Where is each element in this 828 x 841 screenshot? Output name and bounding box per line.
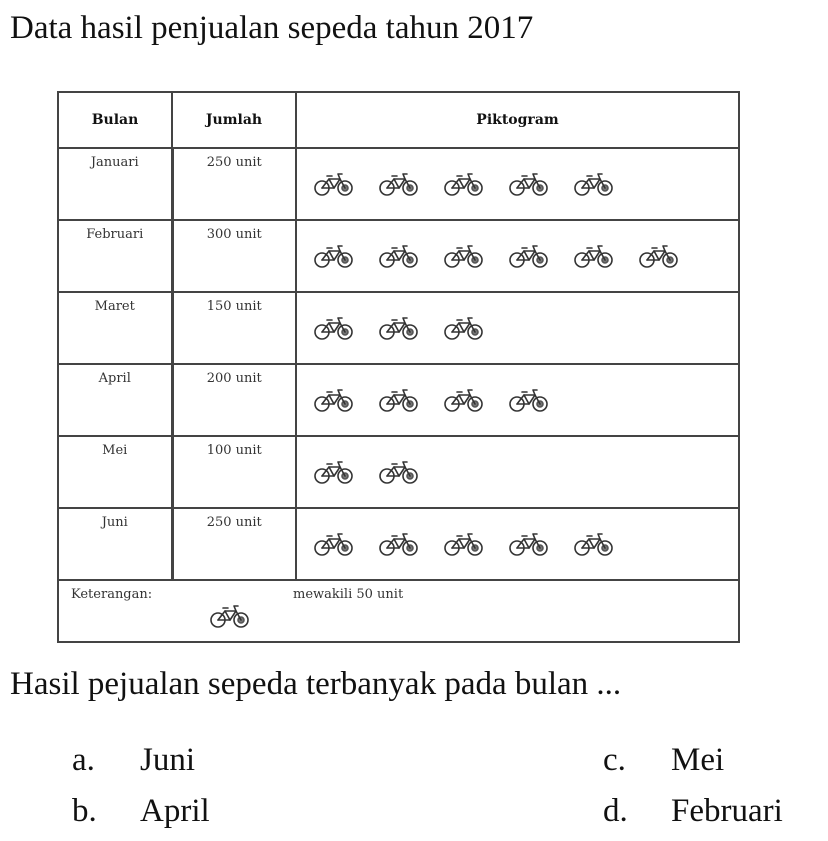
bicycle-icon	[443, 531, 485, 557]
cell-jumlah: 100 unit	[172, 436, 296, 508]
cell-piktogram	[296, 436, 739, 508]
cell-bulan: Maret	[58, 292, 172, 364]
legend-text: mewakili 50 unit	[293, 587, 404, 602]
cell-piktogram	[296, 220, 739, 292]
bicycle-icon	[313, 243, 355, 269]
option-letter: b.	[72, 793, 97, 829]
cell-piktogram	[296, 508, 739, 580]
bicycle-icon	[313, 171, 355, 197]
cell-bulan: Mei	[58, 436, 172, 508]
option-c[interactable]	[603, 738, 724, 782]
cell-piktogram	[296, 364, 739, 436]
bicycle-icon	[443, 387, 485, 413]
bike-icons	[297, 221, 738, 291]
bicycle-icon	[209, 603, 251, 629]
cell-jumlah: 250 unit	[172, 148, 296, 220]
bike-icons	[297, 293, 738, 363]
bicycle-icon	[313, 315, 355, 341]
bike-icons	[297, 149, 738, 219]
cell-bulan: Februari	[58, 220, 172, 292]
bicycle-icon	[378, 459, 420, 485]
option-text: Juni	[140, 742, 196, 778]
header-jumlah: Jumlah	[172, 92, 296, 148]
cell-jumlah: 150 unit	[172, 292, 296, 364]
bike-icons	[297, 437, 738, 507]
pictogram-table	[57, 91, 740, 643]
bicycle-icon	[378, 315, 420, 341]
bicycle-icon	[508, 243, 550, 269]
cell-jumlah: 200 unit	[172, 364, 296, 436]
table-row	[58, 364, 739, 436]
legend-cell	[58, 580, 739, 642]
bicycle-icon	[443, 171, 485, 197]
page-title: Data hasil penjualan sepeda tahun 2017	[10, 10, 534, 46]
option-d[interactable]	[603, 789, 783, 833]
table-row	[58, 148, 739, 220]
cell-bulan: April	[58, 364, 172, 436]
bicycle-icon	[443, 315, 485, 341]
bicycle-icon	[638, 243, 680, 269]
bicycle-icon	[508, 531, 550, 557]
cell-jumlah: 300 unit	[172, 220, 296, 292]
bicycle-icon	[313, 387, 355, 413]
bicycle-icon	[378, 243, 420, 269]
cell-bulan: Januari	[58, 148, 172, 220]
bicycle-icon	[508, 171, 550, 197]
header-piktogram: Piktogram	[296, 92, 739, 148]
option-b[interactable]	[72, 789, 210, 833]
bicycle-icon	[313, 459, 355, 485]
legend-label: Keterangan:	[71, 587, 153, 602]
bicycle-icon	[508, 387, 550, 413]
bicycle-icon	[378, 531, 420, 557]
question-text: Hasil pejualan sepeda terbanyak pada bulan ...	[10, 666, 622, 702]
option-letter: d.	[603, 793, 628, 829]
bike-icons	[297, 509, 738, 579]
bicycle-icon	[573, 243, 615, 269]
cell-jumlah: 250 unit	[172, 508, 296, 580]
cell-piktogram	[296, 292, 739, 364]
cell-piktogram	[296, 148, 739, 220]
header-bulan: Bulan	[58, 92, 172, 148]
option-text: Februari	[671, 793, 783, 829]
table-row	[58, 508, 739, 580]
option-letter: c.	[603, 742, 626, 778]
option-text: April	[140, 793, 210, 829]
cell-bulan: Juni	[58, 508, 172, 580]
option-a[interactable]	[72, 738, 195, 782]
bicycle-icon	[313, 531, 355, 557]
bike-icons	[297, 365, 738, 435]
option-letter: a.	[72, 742, 95, 778]
table-row	[58, 436, 739, 508]
legend-row	[58, 580, 739, 642]
bicycle-icon	[443, 243, 485, 269]
table-row	[58, 220, 739, 292]
option-text: Mei	[671, 742, 725, 778]
bicycle-icon	[378, 387, 420, 413]
bicycle-icon	[573, 531, 615, 557]
bicycle-icon	[378, 171, 420, 197]
table-header-row	[58, 92, 739, 148]
table-row	[58, 292, 739, 364]
bicycle-icon	[573, 171, 615, 197]
